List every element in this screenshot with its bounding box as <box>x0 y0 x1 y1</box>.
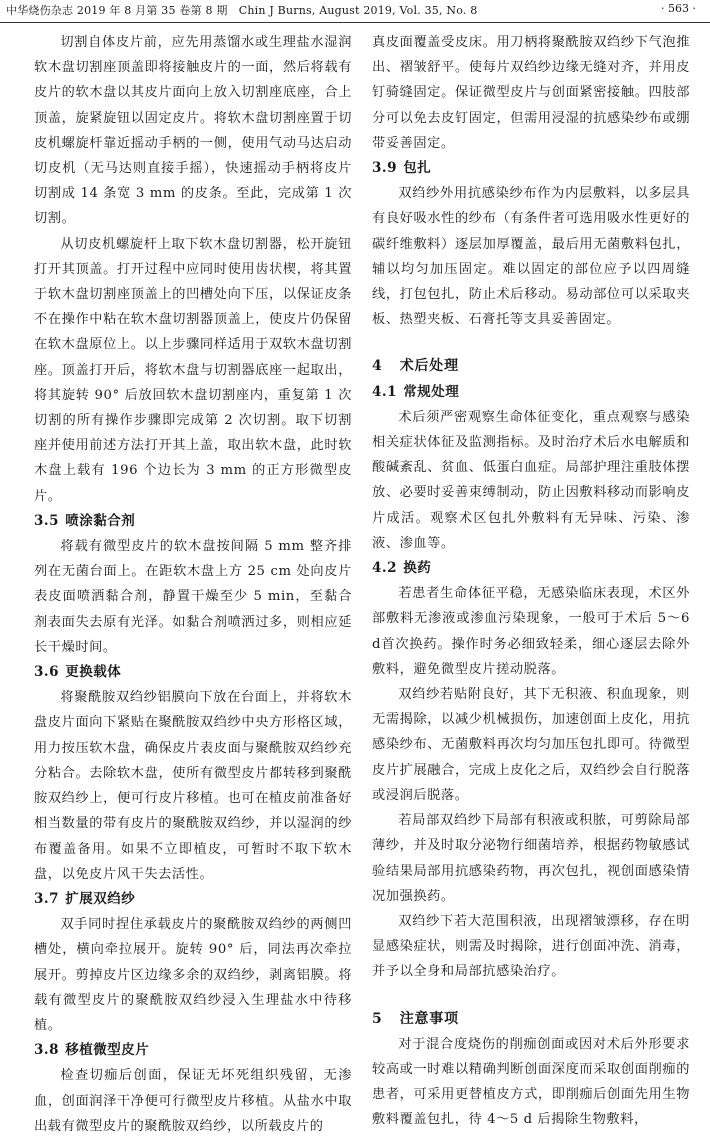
section-title: 移植微型皮片 <box>65 1042 150 1059</box>
section-title: 术后处理 <box>399 358 459 375</box>
paragraph: 双绉纱若贴附良好，其下无积液、积血现象，则无需揭除，以减少机械损伤，加速创面上皮化，用抗感染纱布、无菌敷料再次均匀加压包扎即可。待微型皮片扩展融合，完成上皮化之后，双绉纱会自行脱落或浸润后脱落。 <box>372 687 690 803</box>
paragraph: 双绉纱外用抗感染纱布作为内层敷料，以多层具有良好吸水性的纱布（有条件者可选用吸水性更好的碳纤维敷料）逐层加厚覆盖，最后用无菌敷料包扎，辅以均匀加压固定。难以固定的部位应予以四周缝线，打包包扎，防止术后移动。易动部位可以采取夹板、热塑夹板、石膏托等支具妥善固定。 <box>372 186 690 328</box>
journal-header <box>0 0 710 23</box>
section-title: 更换载体 <box>65 664 122 681</box>
section-number: 3.9 <box>372 160 397 177</box>
section-title: 注意事项 <box>399 1010 459 1027</box>
page-number: · 563 · <box>661 2 696 15</box>
section-number: 5 <box>372 1010 383 1027</box>
section-heading-4 <box>372 354 690 379</box>
paragraph: 将载有微型皮片的软木盘按间隔 5 mm 整齐排列在无菌台面上。在距软木盘上方 25 cm 处向皮片表皮面喷洒黏合剂，静置干燥至少 5 min，至黏合剂表面失去原有光泽。如黏合剂喷洒过多，则相应延长干燥时间。 <box>34 539 352 655</box>
paragraph: 切割自体皮片前，应先用蒸馏水或生理盐水湿润软木盘切割座顶盖即将接触皮片的一面，然后将载有皮片的软木盘以其皮片面向上放入切割座底座，合上顶盖，旋紧旋钮以固定皮片。将软木盘切割座置于切皮机螺旋杆靠近摇动手柄的一侧，使用气动马达启动切皮机（无马达则直接手摇），快速摇动手柄将皮片切割成 14 条宽 3 mm 的皮条。至此，完成第 1 次切割。 <box>34 35 352 227</box>
paragraph: 双手同时捏住承载皮片的聚酰胺双绉纱的两侧凹槽处，横向牵拉展开。旋转 90° 后，同法再次牵拉展开。剪掉皮片区边缘多余的双绉纱，剥离铝膜。将载有微型皮片的聚酰胺双绉纱浸入生理盐水中待移植。 <box>34 917 352 1033</box>
section-number: 4.2 <box>372 560 397 577</box>
section-heading-4-1 <box>372 380 690 405</box>
section-heading-3-9 <box>372 156 690 181</box>
section-number: 4.1 <box>372 383 397 400</box>
section-title: 扩展双绉纱 <box>65 890 136 907</box>
journal-citation: 中华烧伤杂志 2019 年 8 月第 35 卷第 8 期 Chin J Burns, August 2019, Vol. 35, No. 8 <box>6 4 478 17</box>
paragraph: 对于混合度烧伤的削痂创面或因对术后外形要求较高或一时难以精确判断创面深度而采取创面削痂的患者，可采用更替植皮方式，即削痂后创面先用生物敷料覆盖包扎，待 4～5 d 后揭除生物敷料， <box>372 1036 690 1128</box>
left-column <box>34 30 352 1139</box>
section-title: 常规处理 <box>403 383 460 400</box>
section-heading-3-5 <box>34 509 352 534</box>
section-gap <box>372 985 690 1007</box>
section-heading-3-6 <box>34 660 352 685</box>
section-title: 喷涂黏合剂 <box>65 512 136 529</box>
section-number: 3.5 <box>34 512 59 529</box>
section-number: 3.8 <box>34 1042 59 1059</box>
section-heading-3-7 <box>34 887 352 912</box>
section-title: 包扎 <box>403 160 432 177</box>
paragraph: 将聚酰胺双绉纱铝膜向下放在台面上，并将软木盘皮片面向下紧贴在聚酰胺双绉纱中央方形格区域，用力按压软木盘，确保皮片表皮面与聚酰胺双绉纱充分粘合。去除软木盘，使所有微型皮片都转移到聚酰胺双绉纱上，便可行皮片移植。也可在植皮前准备好相当数量的带有皮片的聚酰胺双绉纱，并以湿润的纱布覆盖备用。如果不立即植皮，可暂时不取下软木盘，以免皮片风干失去活性。 <box>34 690 352 882</box>
section-heading-5 <box>372 1007 690 1032</box>
paragraph: 术后须严密观察生命体征变化，重点观察与感染相关症状体征及监测指标。及时治疗术后水电解质和酸碱紊乱、贫血、低蛋白血症。局部护理注重肢体摆放、必要时妥善束缚制动，防止因敷料移动而影响皮片成活。观察术区包扎外敷料有无异味、污染、渗液、渗血等。 <box>372 409 690 551</box>
section-number: 3.7 <box>34 890 59 907</box>
paragraph: 检查切痂后创面，保证无坏死组织残留，无渗血，创面润泽干净便可行微型皮片移植。从盐水中取出载有微型皮片的聚酰胺双绉纱，以所载皮片的 <box>34 1068 352 1134</box>
paragraph: 真皮面覆盖受皮床。用刀柄将聚酰胺双绉纱下气泡推出、褶皱舒平。使每片双绉纱边缘无缝对齐，并用皮钉骑缝固定。保证微型皮片与创面紧密接触。四肢部分可以免去皮钉固定，但需用浸湿的抗感染纱布或绷带妥善固定。 <box>372 35 690 151</box>
section-title: 换药 <box>403 560 432 577</box>
paragraph: 双绉纱下若大范围积液，出现褶皱漂移，存在明显感染症状，则需及时揭除，进行创面冲洗、消毒，并予以全身和局部抗感染治疗。 <box>372 913 690 980</box>
section-gap <box>372 332 690 354</box>
paragraph: 若患者生命体征平稳，无感染临床表现，术区外部敷料无渗液或渗血污染现象，一般可于术后 5～6 d首次换药。操作时务必细致轻柔，细心逐层去除外敷料，避免微型皮片搓动脱落。 <box>372 586 690 677</box>
section-number: 4 <box>372 358 383 375</box>
paragraph: 若局部双绉纱下局部有积液或积脓，可剪除局部薄纱，并及时取分泌物行细菌培养，根据药物敏感试验结果局部用抗感染药物，再次包扎，视创面感染情况加强换药。 <box>372 813 690 904</box>
section-heading-4-2 <box>372 556 690 581</box>
right-column <box>372 30 690 1133</box>
section-heading-3-8 <box>34 1038 352 1063</box>
paragraph: 从切皮机螺旋杆上取下软木盘切割器，松开旋钮打开其顶盖。打开过程中应同时使用齿状楔，将其置于软木盘切割座顶盖上的凹槽处向下压，以保证皮条不在操作中粘在软木盘切割器顶盖上，使皮片仍保留在软木盘原位上。以上步骤同样适用于双软木盘切割座。顶盖打开后，将软木盘与切割器底座一起取出，将其旋转 90° 后放回软木盘切割座内，重复第 1 次切割的所有操作步骤即完成第 2 次切割。取下切割座并使用前述方法打开其上盖，取出软木盘，此时软木盘上载有 196 个边长为 3 mm 的正方形微型皮片。 <box>34 236 352 504</box>
section-number: 3.6 <box>34 664 59 681</box>
